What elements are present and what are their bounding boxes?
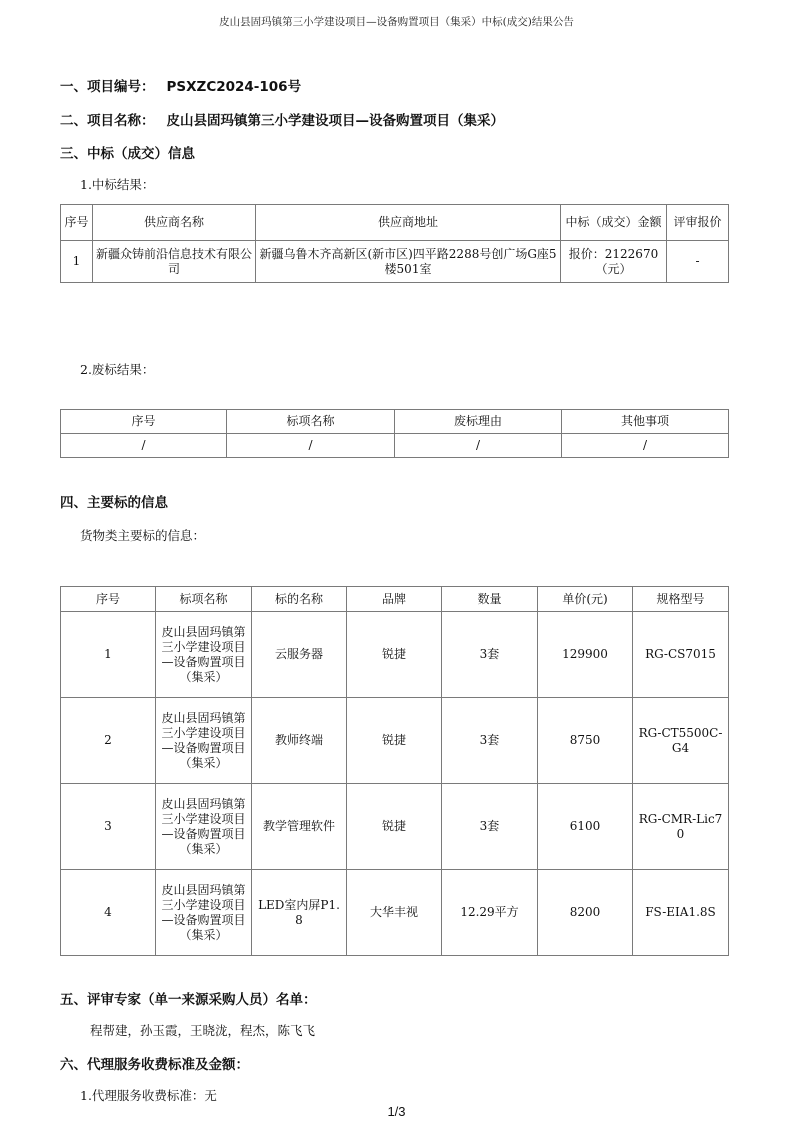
table-cell: 新疆乌鲁木齐高新区(新市区)四平路2288号创广场G座5楼501室	[256, 241, 561, 283]
table-cell: -	[667, 241, 729, 283]
table-cell: 1	[61, 241, 93, 283]
table-cell: 云服务器	[252, 612, 347, 698]
table-cell: 1	[61, 612, 156, 698]
table-cell: 4	[61, 870, 156, 956]
table-cell: 8200	[538, 870, 633, 956]
table-cell: 皮山县固玛镇第三小学建设项目—设备购置项目（集采）	[156, 870, 252, 956]
col-header: 标的名称	[252, 587, 347, 612]
award-result-label: 1.中标结果：	[80, 177, 155, 192]
table-cell: RG-CT5500C-G4	[633, 698, 729, 784]
table-row	[61, 612, 729, 698]
table-row	[61, 870, 729, 956]
main-items-table	[60, 586, 729, 956]
table-cell: 12.29平方	[442, 870, 538, 956]
table-row	[61, 698, 729, 784]
agency-fee-heading: 六、代理服务收费标准及金额：	[60, 1057, 249, 1073]
waste-result-table	[60, 409, 729, 458]
col-header: 单价(元)	[538, 587, 633, 612]
project-number-line	[60, 75, 301, 95]
col-header: 供应商地址	[256, 205, 561, 241]
table-row	[61, 784, 729, 870]
table-cell: RG-CMR-Lic70	[633, 784, 729, 870]
col-header: 序号	[61, 410, 227, 434]
col-header: 供应商名称	[93, 205, 256, 241]
table-cell: 8750	[538, 698, 633, 784]
table-cell: 皮山县固玛镇第三小学建设项目—设备购置项目（集采）	[156, 612, 252, 698]
expert-list-heading: 五、评审专家（单一来源采购人员）名单：	[60, 992, 317, 1008]
col-header: 中标（成交）金额	[561, 205, 667, 241]
project-number-value: PSXZC2024-106号	[166, 79, 302, 95]
table-header-row	[61, 205, 729, 241]
agency-fee-standard: 1.代理服务收费标准：无	[80, 1088, 217, 1103]
col-header: 品牌	[347, 587, 442, 612]
table-cell: 报价：2122670（元）	[561, 241, 667, 283]
col-header: 标项名称	[156, 587, 252, 612]
award-result-table	[60, 204, 729, 283]
running-header: 皮山县固玛镇第三小学建设项目—设备购置项目（集采）中标(成交)结果公告	[219, 16, 574, 28]
table-cell: /	[61, 434, 227, 458]
project-number-label: 一、项目编号：	[60, 79, 155, 95]
table-row	[61, 434, 729, 458]
table-header-row	[61, 410, 729, 434]
col-header: 废标理由	[395, 410, 562, 434]
table-cell: 锐捷	[347, 784, 442, 870]
table-cell: 新疆众铸前沿信息技术有限公司	[93, 241, 256, 283]
goods-items-label: 货物类主要标的信息：	[80, 528, 206, 543]
expert-names: 程帮建，孙玉霞，王晓泷，程杰，陈飞飞	[90, 1023, 316, 1038]
table-cell: /	[395, 434, 562, 458]
table-cell: 教学管理软件	[252, 784, 347, 870]
table-cell: LED室内屏P1.8	[252, 870, 347, 956]
table-cell: 皮山县固玛镇第三小学建设项目—设备购置项目（集采）	[156, 784, 252, 870]
table-cell: 2	[61, 698, 156, 784]
table-cell: 6100	[538, 784, 633, 870]
table-cell: 教师终端	[252, 698, 347, 784]
project-name-value: 皮山县固玛镇第三小学建设项目—设备购置项目（集采）	[166, 113, 504, 129]
table-cell: 3套	[442, 784, 538, 870]
table-row	[61, 241, 729, 283]
col-header: 规格型号	[633, 587, 729, 612]
award-info-heading: 三、中标（成交）信息	[60, 146, 195, 162]
table-cell: FS-EIA1.8S	[633, 870, 729, 956]
waste-result-label: 2.废标结果：	[80, 362, 155, 377]
project-name-label: 二、项目名称：	[60, 113, 155, 129]
table-cell: 3	[61, 784, 156, 870]
col-header: 评审报价	[667, 205, 729, 241]
table-cell: 3套	[442, 698, 538, 784]
table-header-row	[61, 587, 729, 612]
col-header: 标项名称	[227, 410, 395, 434]
table-cell: 皮山县固玛镇第三小学建设项目—设备购置项目（集采）	[156, 698, 252, 784]
table-cell: RG-CS7015	[633, 612, 729, 698]
page-number: 1/3	[387, 1104, 406, 1119]
col-header: 序号	[61, 205, 93, 241]
col-header: 其他事项	[562, 410, 729, 434]
project-name-line	[60, 109, 504, 129]
table-cell: /	[227, 434, 395, 458]
table-cell: 锐捷	[347, 698, 442, 784]
table-cell: 大华丰视	[347, 870, 442, 956]
col-header: 数量	[442, 587, 538, 612]
table-cell: 129900	[538, 612, 633, 698]
main-items-heading: 四、主要标的信息	[60, 495, 168, 511]
table-cell: 锐捷	[347, 612, 442, 698]
table-cell: 3套	[442, 612, 538, 698]
table-cell: /	[562, 434, 729, 458]
col-header: 序号	[61, 587, 156, 612]
